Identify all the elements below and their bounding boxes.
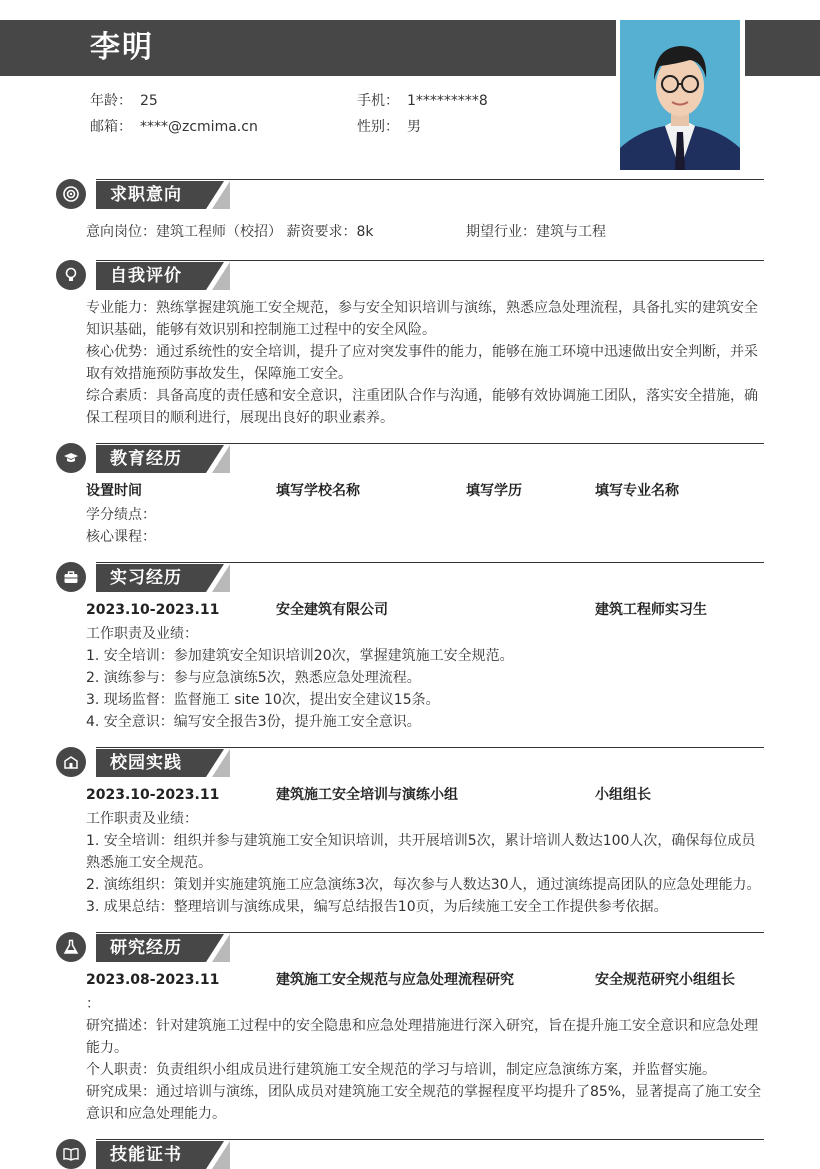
header-bar-right [745, 20, 820, 76]
research-result: 研究成果：通过培训与演练，团队成员对建筑施工安全规范的掌握程度平均提升了85%，显著提高了施工安全意识和应急处理能力。 [86, 1084, 762, 1122]
profile-photo [620, 20, 740, 170]
email-info [90, 117, 258, 137]
education-row [86, 480, 764, 502]
section-header-skills [56, 1139, 764, 1169]
candidate-name: 李明 [90, 30, 154, 65]
internship-duties-label: 工作职责及业绩： [86, 626, 198, 642]
research-description: 研究描述：针对建筑施工过程中的安全隐患和应急处理措施进行深入研究，旨在提升施工安全意识和应急处理能力。 [86, 1018, 758, 1056]
section-title: 自我评价 [110, 266, 182, 286]
research-colon: ： [86, 996, 100, 1012]
internship-row [86, 599, 764, 621]
list-item: 1. 安全培训：组织并参与建筑施工安全知识培训，共开展培训5次，累计培训人数达100人次，确保每位成员熟悉施工安全规范。 [86, 833, 756, 871]
gender-info [357, 117, 421, 137]
research-date: 2023.08-2023.11 [86, 972, 220, 988]
section-title: 校园实践 [110, 753, 182, 773]
section-title: 技能证书 [110, 1145, 182, 1165]
education-time: 设置时间 [86, 483, 142, 499]
section-header-internship [56, 562, 764, 592]
research-duty: 个人职责：负责组织小组成员进行建筑施工安全规范的学习与培训，制定应急演练方案，并监督实施。 [86, 1062, 716, 1078]
intent-industry: 期望行业：建筑与工程 [466, 224, 606, 240]
self-eval-strength: 核心优势：通过系统性的安全培训，提升了应对突发事件的能力，能够在施工环境中迅速做出安全判断，并采取有效措施预防事故发生，保障施工安全。 [86, 344, 758, 382]
phone-info [357, 91, 488, 111]
campus-date: 2023.10-2023.11 [86, 787, 220, 803]
education-gpa: 学分绩点： [86, 507, 156, 523]
section-header-research [56, 932, 764, 962]
education-degree: 填写学历 [466, 483, 522, 499]
section-title: 研究经历 [110, 938, 182, 958]
campus-role: 小组组长 [595, 787, 651, 803]
list-item: 2. 演练组织：策划并实施建筑施工应急演练3次，每次参与人数达30人，通过演练提高团队的应急处理能力。 [86, 877, 761, 893]
section-header-self-eval [56, 260, 764, 290]
age-label: 年龄： [90, 93, 132, 109]
list-item: 2. 演练参与：参与应急演练5次，熟悉应急处理流程。 [86, 670, 421, 686]
list-item: 3. 成果总结：整理培训与演练成果，编写总结报告10页，为后续施工安全工作提供参考依据。 [86, 899, 668, 915]
book-icon [56, 1139, 86, 1169]
flask-icon [56, 932, 86, 962]
education-courses: 核心课程： [86, 529, 156, 545]
section-title: 求职意向 [110, 185, 182, 205]
phone-value: 1*********8 [407, 93, 488, 109]
research-role: 安全规范研究小组组长 [595, 972, 735, 988]
graduation-cap-icon [56, 443, 86, 473]
section-header-campus [56, 747, 764, 777]
campus-row [86, 784, 764, 806]
gender-label: 性别： [357, 119, 399, 135]
age-info [90, 91, 158, 111]
list-item: 4. 安全意识：编写安全报告3份，提升施工安全意识。 [86, 714, 421, 730]
email-label: 邮箱： [90, 119, 132, 135]
section-header-intent [56, 179, 764, 209]
intent-row [86, 221, 764, 243]
age-value: 25 [140, 93, 158, 109]
list-item: 3. 现场监督：监督施工 site 10次，提出安全建议15条。 [86, 692, 440, 708]
campus-duties-label: 工作职责及业绩： [86, 811, 198, 827]
briefcase-icon [56, 562, 86, 592]
lightbulb-icon [56, 260, 86, 290]
campus-org: 建筑施工安全培训与演练小组 [276, 787, 458, 803]
section-title: 教育经历 [110, 449, 182, 469]
internship-role: 建筑工程师实习生 [595, 602, 707, 618]
gender-value: 男 [407, 119, 421, 135]
building-icon [56, 747, 86, 777]
research-row [86, 969, 764, 991]
target-icon [56, 179, 86, 209]
email-value: ****@zcmima.cn [140, 119, 258, 135]
education-major: 填写专业名称 [595, 483, 679, 499]
intent-position-salary: 意向岗位：建筑工程师（校招） 薪资要求：8k [86, 224, 374, 240]
section-header-education [56, 443, 764, 473]
internship-company: 安全建筑有限公司 [276, 602, 388, 618]
self-eval-quality: 综合素质：具备高度的责任感和安全意识，注重团队合作与沟通，能够有效协调施工团队，落实安全措施，确保工程项目的顺利进行，展现出良好的职业素养。 [86, 388, 758, 426]
research-topic: 建筑施工安全规范与应急处理流程研究 [276, 972, 514, 988]
phone-label: 手机： [357, 93, 399, 109]
internship-date: 2023.10-2023.11 [86, 602, 220, 618]
section-title: 实习经历 [110, 568, 182, 588]
self-eval-professional: 专业能力：熟练掌握建筑施工安全规范，参与安全知识培训与演练，熟悉应急处理流程，具备扎实的建筑安全知识基础，能够有效识别和控制施工过程中的安全风险。 [86, 300, 758, 338]
list-item: 1. 安全培训：参加建筑安全知识培训20次，掌握建筑施工安全规范。 [86, 648, 514, 664]
education-school: 填写学校名称 [276, 483, 360, 499]
